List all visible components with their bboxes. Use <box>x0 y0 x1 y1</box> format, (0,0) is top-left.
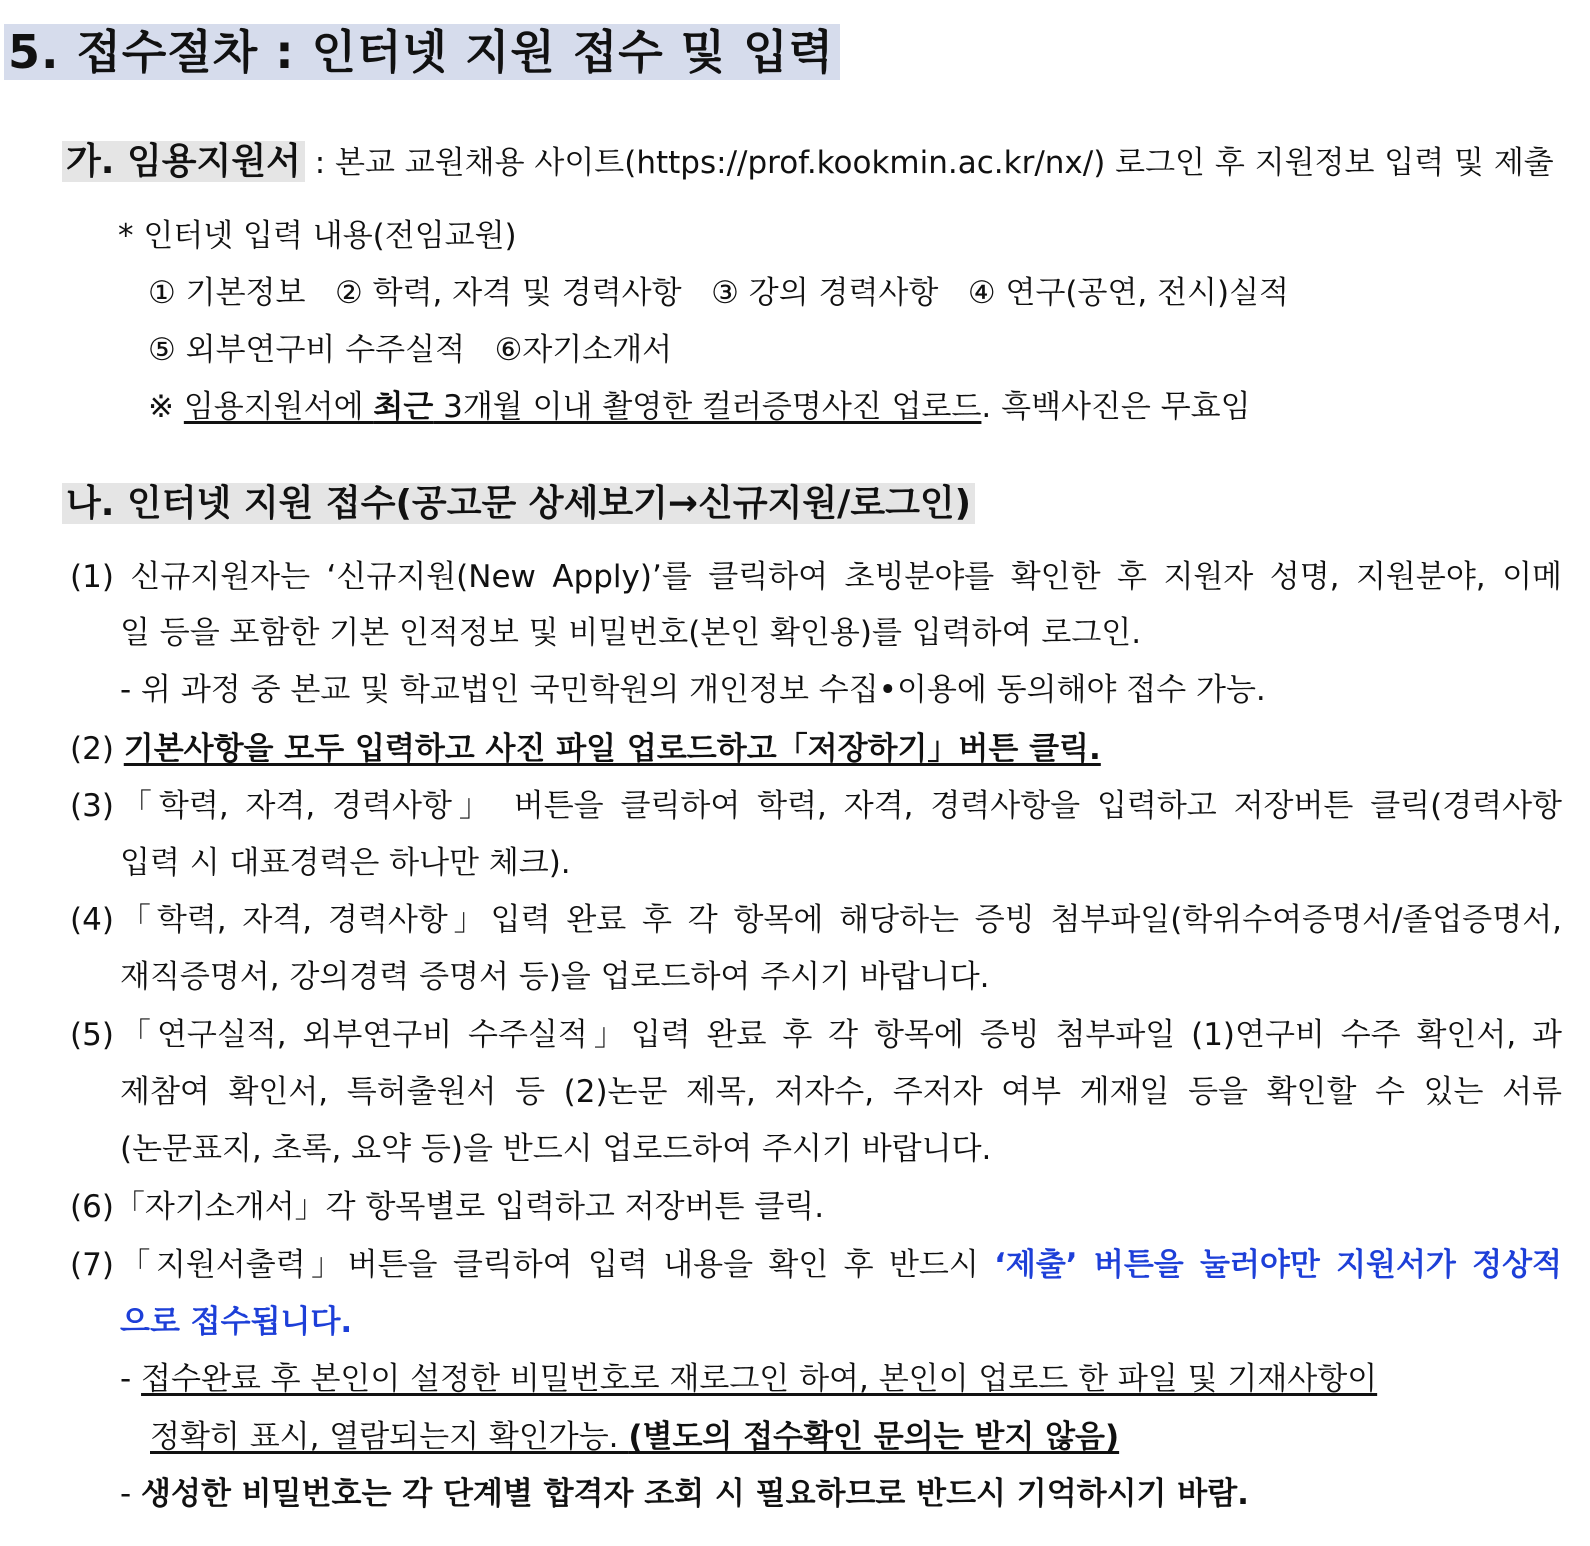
photo-note-rest: . 흑백사진은 무효임 <box>981 389 1251 425</box>
step-5-line-1: (5)「연구실적, 외부연구비 수주실적」입력 완료 후 각 항목에 증빙 첨부파일 (1)연구비 수주 확인서, 과 <box>70 1017 1562 1053</box>
step-6: (6)「자기소개서」각 항목별로 입력하고 저장버튼 클릭. <box>70 1189 825 1225</box>
step-7-line-2: 으로 접수됩니다. <box>120 1304 353 1340</box>
step-1-line-2: 일 등을 포함한 기본 인적정보 및 비밀번호(본인 확인용)를 입력하여 로그인. <box>120 615 1142 651</box>
section-b-heading-text: 나. 인터넷 지원 접수(공고문 상세보기→신규지원/로그인) <box>62 483 975 524</box>
dash: - <box>120 1476 142 1512</box>
photo-note-part2: 3개월 이내 촬영한 컬러증명사진 업로드 <box>433 389 982 425</box>
step-4-line-2: 재직증명서, 강의경력 증명서 등)을 업로드하여 주시기 바랍니다. <box>120 959 990 995</box>
step-3-line-2: 입력 시 대표경력은 하나만 체크). <box>120 845 571 881</box>
step-1-sub-note: - 위 과정 중 본교 및 학교법인 국민학원의 개인정보 수집•이용에 동의해야 접수 가능. <box>120 672 1266 708</box>
section-a-items-row2: ⑤ 외부연구비 수주실적 ⑥자기소개서 <box>148 332 673 368</box>
step-7-sub-1-line-1 <box>120 1359 1377 1399</box>
step-7-sub-1-line-2 <box>150 1417 1119 1457</box>
section-a-heading: 가. 임용지원서 <box>62 141 305 182</box>
step-7-sub-1-plain: 정확히 표시, 열람되는지 확인가능. <box>150 1419 629 1455</box>
page-title: 5. 접수절차 : 인터넷 지원 접수 및 입력 <box>4 24 840 80</box>
section-b-heading <box>62 480 975 528</box>
step-3-line-1: (3)「학력, 자격, 경력사항」 버튼을 클릭하여 학력, 자격, 경력사항을 입력하고 저장버튼 클릭(경력사항 <box>70 788 1562 824</box>
section-a-header <box>62 138 1554 187</box>
step-2 <box>70 729 1101 769</box>
step-2-text: 기본사항을 모두 입력하고 사진 파일 업로드하고「저장하기」버튼 클릭. <box>123 731 1101 767</box>
step-7-plain: (7)「지원서출력」버튼을 클릭하여 입력 내용을 확인 후 반드시 <box>70 1247 995 1283</box>
step-7-sub-1-text: 접수완료 후 본인이 설정한 비밀번호로 재로그인 하여, 본인이 업로드 한 파일 및 기재사항이 <box>141 1361 1378 1397</box>
photo-note-part1: 임용지원서에 <box>183 389 374 425</box>
section-a-items-row1: ① 기본정보 ② 학력, 자격 및 경력사항 ③ 강의 경력사항 ④ 연구(공연, 전시)실적 <box>148 275 1289 311</box>
step-7-sub-1-bold: (별도의 접수확인 문의는 받지 않음) <box>628 1419 1120 1455</box>
step-7-sub-2 <box>120 1474 1249 1514</box>
section-a-photo-note <box>148 387 1251 427</box>
step-5-line-3: (논문표지, 초록, 요약 등)을 반드시 업로드하여 주시기 바랍니다. <box>120 1131 992 1167</box>
step-4-line-1: (4)「학력, 자격, 경력사항」입력 완료 후 각 항목에 해당하는 증빙 첨부파일(학위수여증명서/졸업증명서, <box>70 902 1562 938</box>
photo-note-underlined <box>184 389 982 425</box>
dash: - <box>120 1361 142 1397</box>
step-1-line-1: (1) 신규지원자는 ‘신규지원(New Apply)’를 클릭하여 초빙분야를 확인한 후 지원자 성명, 지원분야, 이메 <box>70 559 1562 595</box>
section-a-description: : 본교 교원채용 사이트(https://prof.kookmin.ac.kr/nx/) 로그인 후 지원정보 입력 및 제출 <box>304 145 1554 181</box>
step-7-emphasis: ‘제출’ 버튼을 눌러야만 지원서가 정상적 <box>994 1247 1562 1283</box>
step-7-line-1 <box>70 1245 1562 1285</box>
reference-mark: ※ <box>148 389 184 425</box>
step-7-sub-2-bold: 생성한 비밀번호는 각 단계별 합격자 조회 시 필요하므로 반드시 기억하시기 바람. <box>141 1476 1249 1512</box>
step-5-line-2: 제참여 확인서, 특허출원서 등 (2)논문 제목, 저자수, 주저자 여부 게재일 등을 확인할 수 있는 서류 <box>120 1074 1562 1110</box>
step-2-number: (2) <box>70 731 124 767</box>
section-a-note-heading: * 인터넷 입력 내용(전임교원) <box>118 218 517 254</box>
photo-note-bold: 최근 <box>373 389 434 425</box>
